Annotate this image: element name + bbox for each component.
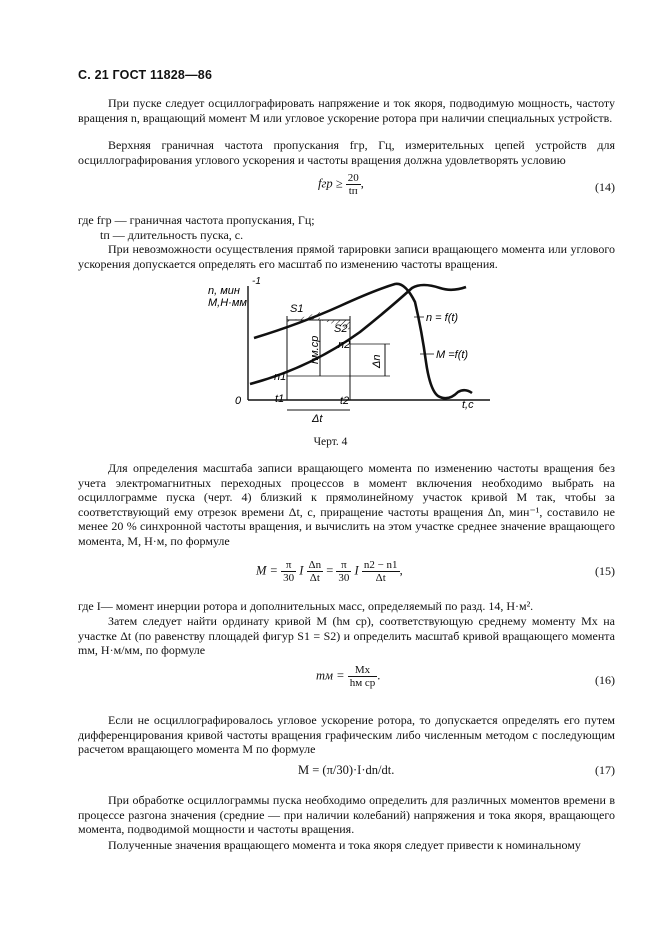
label-s1: S1 [290,303,304,315]
eq16-numerator: Mх [348,664,378,677]
equation-15 [256,559,403,584]
eq15-inertia-2: I [354,563,359,578]
y-axis-label-2: M,Н·мм [208,297,247,309]
eq14-fraction [346,172,361,197]
y-axis-exponent: -1 [252,276,261,287]
label-n-curve: n = f(t) [426,312,459,324]
eq15-dn: Δn [308,559,322,571]
label-origin: 0 [235,395,242,407]
eq14-numerator: 20 [347,172,359,184]
label-dn: Δn [371,354,383,368]
eq15-pi-2: π [336,559,351,572]
equation-16-number: (16) [595,673,615,687]
paragraph-5: где I— момент инерции ротора и дополнительных масс, определяемый по разд. 14, Н·м². [78,599,534,613]
eq15-dt-1: Δt [309,572,320,584]
eq15-frac-pi-2 [336,559,351,584]
paragraph-7: Если не осциллографировалось угловое ускорение ротора, то допускается определять его путем дифференцирования кривой частоты вращения графическим либо численным методом с последующим расчетом вращающего момента M по формуле [78,713,615,757]
eq15-tail: , [399,563,403,578]
eq16-fraction [348,664,381,689]
eq16-denominator: hм ср [349,677,376,689]
eq15-dt-2: Δt [375,572,386,584]
eq15-pi-1: π [281,559,296,572]
label-t2: t2 [340,395,350,407]
eq15-frac-n [362,559,400,584]
label-tc: t,c [462,399,474,411]
eq15-frac-dn [307,559,324,584]
equation-15-number: (15) [595,564,615,578]
eq14-denominator: tп [348,185,358,197]
eq15-thirty-2: 30 [338,572,350,584]
y-axis-label-1: n, мин [208,285,240,297]
label-n2: n2 [338,339,351,351]
paragraph-2: Верхняя граничная частота пропускания fгр, Гц, измерительных цепей устройств для осциллографирования углового ускорения и частоты вращения должна удовлетворять условию [78,138,615,167]
equation-14 [318,172,364,197]
eq14-lhs: fгр ≥ [318,176,343,191]
paragraph-1: При пуске следует осциллографировать напряжение и ток якоря, подводимую мощность, частоту вращения n, вращающий момент M или угловое ускорение ротора при наличии специальных устройств. [78,96,615,125]
definition-tp: tп — длительность пуска, с. [100,228,244,242]
label-dt: Δt [312,413,323,424]
equation-16 [316,664,380,689]
page-header: С. 21 ГОСТ 11828—86 [78,68,213,82]
figure-4-oscillogram [190,272,510,424]
eq16-tail: . [377,668,381,683]
eq14-tail: , [360,176,364,191]
label-s2: S2 [334,323,348,335]
equation-14-number: (14) [595,180,615,194]
label-hmcp: hм.ср [309,335,321,364]
paragraph-6: Затем следует найти ординату кривой M (hм ср), соответствующую среднему моменту Mх на участке Δt (по равенству площадей фигур S1 = S2) и определить масштаб кривой вращающего момента mм, Н·м/мм, по формуле [78,614,615,658]
paragraph-4: Для определения масштаба записи вращающего момента по изменению частоты вращения без учета электромагнитных переходных процессов в момент включения необходимо выбрать на осциллограмме пуска (черт. 4) близкий к прямолинейному участок кривой M так, чтобы за соответствующий ему отрезок времени Δt, с, приращение частоты вращения Δn, мин⁻¹, составило не менее 20 % синхронной частоты вращения, и вычислить на этом участке среднее значение вращающего момента, M, Н·м, по формуле [78,461,615,548]
eq15-n2-minus-n1: n2 − n1 [363,559,398,571]
eq15-thirty-1: 30 [283,572,295,584]
eq15-equals: = [326,563,334,578]
paragraph-3: При невозможности осуществления прямой тарировки записи вращающего момента или углового ускорения допускается определять его масштаб по изменению частоты вращения. [78,242,615,271]
eq16-lhs: mм = [316,668,345,683]
label-n1: n1 [274,371,287,383]
equation-17: M = (π/30)·I·dn/dt. [298,763,395,777]
label-m-curve: M =f(t) [436,349,469,361]
eq15-lhs: M = [256,563,278,578]
figure-caption: Черт. 4 [313,436,348,448]
eq15-inertia-1: I [299,563,304,578]
label-t1: t1 [275,393,285,405]
paragraph-9: Полученные значения вращающего момента и тока якоря следует привести к номинальному [108,838,581,852]
n-curve [250,285,469,384]
paragraph-8: При обработке осциллограммы пуска необходимо определить для различных моментов времени в процессе разгона значения (средние — при наличии колебаний) напряжения и тока якоря, вращающего момента, подводимой мощности и частоты вращения. [78,793,615,837]
eq15-frac-pi-1 [281,559,296,584]
definition-fgr: где fгр — граничная частота пропускания, Гц; [78,213,315,227]
equation-17-number: (17) [595,763,615,777]
